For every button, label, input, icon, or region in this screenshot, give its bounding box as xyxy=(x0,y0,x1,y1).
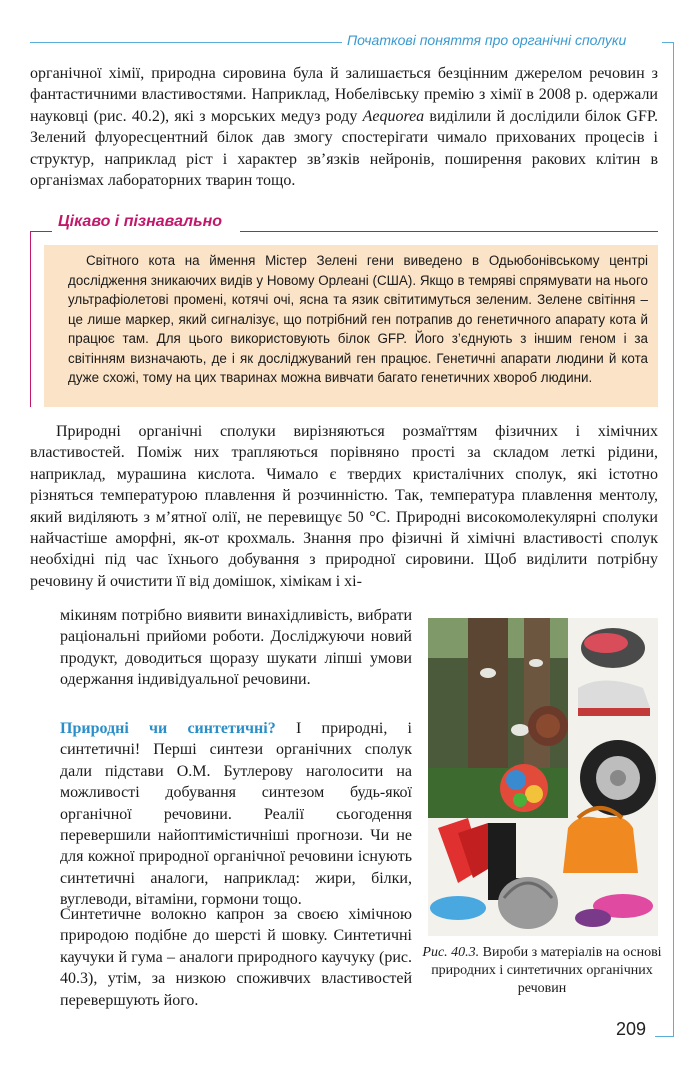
paragraph-5: Синтетичне волокно капрон за своєю хімічною природою подібне до шерсті й шовку. Синтетичні каучуки й гума – аналоги природного каучуку (рис. 40.3), утім, за низкою споживчих властивостей перевершують його. xyxy=(60,906,412,1009)
running-title: Початкові поняття про органічні сполуки xyxy=(347,32,627,48)
paragraph-1-start: органічної хімії, природна сировина була й залишається безцінним джерелом речовин з фантастичними властивостями. Наприклад, Нобелівську премію з хімії в 2008 р. одержали науковці (рис. 40.2), які з морських медуз роду xyxy=(30,65,658,125)
section-text: І природні, і синтетичні! Перші синтези органічних сполук дали підстави О.М. Бутлерову наголосити на можливості добування синтезом будь-якої органічної речовини. Реалії сьогодення перевершили найоптимістичніші прогнози. Чи не для кожної природної органічної речовини існують синтетичні аналоги, наприклад: жири, білки, вуглеводи, вітаміни, гормони тощо. xyxy=(60,720,413,909)
infobox xyxy=(44,245,658,407)
infobox-rule-right xyxy=(240,231,658,232)
latex-cup-3 xyxy=(511,724,529,736)
figure-label: Рис. 40.3. xyxy=(422,945,480,960)
infobox-text: Світного кота на ймення Містер Зелені гени виведено в Одьюбонівському центрі дослідження зникаючих видів у Новому Орлеані (США). Якщо в темряві спрямувати на нього ультрафіолетові промені, котячі очі, ясна та язик світитимуться зеленим. Зелене світіння – це лише маркер, який сигналізує, що потрібний ген потрапив до генетичного апарату кота й працює там. Для цього використовують білок GFP. Його з’єднують з іншим геном і за світінням визначають, де і як досліджуваний ген працює. Генетичні апарати людини й кота дуже схожі, тому на цих тваринах можна вивчати багато генетичних хвороб людини. xyxy=(68,253,648,385)
latex-cup-2 xyxy=(529,659,543,667)
paragraph-2: Природні органічні сполуки вирізняються розмаїттям фізичних і хімічних властивостей. Поміж них трапляються порівняно прості за складом леткі рідини, наприклад, мурашина кислота. Чимало є твердих кристалічних сполук, які істотно різняться температурою плавлення й розчинністю. Так, температура плавлення ментолу, який виділяють з м’ятної олії, не перевищує 50 °С. Природні високомолекулярні сполуки найчастіше аморфні, як-от крохмаль. Знання про фізичні й хімічні властивості сполук необхідні під час їхнього добування з природної сировини. Щоб виділити потрібну речовину й очистити її від домішок, хімікам і хі- xyxy=(30,423,658,590)
infobox-rule-vertical xyxy=(30,231,31,407)
infobox-rule-left xyxy=(30,231,52,232)
section-heading: Природні чи синтетичні? xyxy=(60,720,276,737)
genus-name: Aequorea xyxy=(362,107,425,125)
header-rule xyxy=(30,42,342,43)
figure-40-3-image xyxy=(428,618,658,936)
clog-blue xyxy=(430,896,486,920)
figure-caption-text: Вироби з матеріалів на основі природних і синтетичних органічних речовин xyxy=(431,945,662,996)
paragraph-section xyxy=(60,718,412,911)
infobox-title: Цікаво і пізнавально xyxy=(58,213,223,230)
products-collage xyxy=(428,618,658,936)
paragraph-3: мікиням потрібно виявити винахідливість, вибрати раціональні прийоми роботи. Досліджуючи новий продукт, доводиться щоразу шукати ліпші умови одержання індивідуальної речовини. xyxy=(60,607,412,689)
page-number-rule xyxy=(655,1036,674,1037)
paragraph-1 xyxy=(30,63,658,191)
page-edge-rule xyxy=(673,42,674,1036)
latex-cup-1 xyxy=(480,668,496,678)
page-number: 209 xyxy=(616,1019,647,1039)
helmet xyxy=(498,877,558,929)
paragraph-1-end: виділили й дослідили білок GFP. Зелений флуоресцентний білок дав змогу спостерігати чимало прихованих процесів і структур, наприклад ріст і характер зв’язків нейронів, поширення ракових клітин в організмах лабораторних тварин тощо. xyxy=(30,107,658,190)
figure-caption xyxy=(420,944,664,998)
handbag xyxy=(563,817,638,873)
